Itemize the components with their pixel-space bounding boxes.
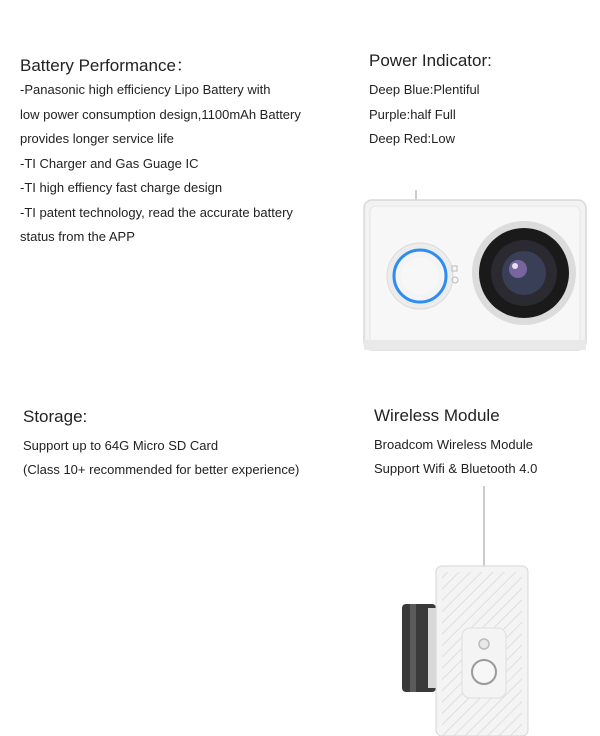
wireless-line: Broadcom Wireless Module bbox=[374, 437, 533, 452]
power-line: Deep Red:Low bbox=[369, 131, 455, 146]
wireless-title: Wireless Module bbox=[374, 406, 500, 425]
battery-line: provides longer service life bbox=[20, 131, 174, 146]
camera-lens-icon bbox=[472, 221, 576, 325]
wireless-led-icon bbox=[479, 639, 489, 649]
battery-line: -TI Charger and Gas Guage IC bbox=[20, 156, 199, 171]
wireless-line: Support Wifi & Bluetooth 4.0 bbox=[374, 461, 538, 476]
battery-line: status from the APP bbox=[20, 229, 135, 244]
camera-front-illustration bbox=[358, 190, 592, 360]
storage-line: (Class 10+ recommended for better experience) bbox=[23, 462, 300, 477]
power-title: Power Indicator: bbox=[369, 51, 492, 70]
wifi-button-icon bbox=[472, 660, 496, 684]
power-line: Deep Blue:Plentiful bbox=[369, 82, 480, 97]
storage-title: Storage: bbox=[23, 407, 88, 426]
power-line: Purple:half Full bbox=[369, 107, 456, 122]
lens-barrel-icon bbox=[402, 604, 438, 692]
camera-side-illustration bbox=[392, 480, 542, 736]
storage-line: Support up to 64G Micro SD Card bbox=[23, 438, 219, 453]
battery-line: -Panasonic high efficiency Lipo Battery with bbox=[20, 82, 271, 97]
battery-title: Battery Performance： bbox=[20, 56, 193, 75]
battery-line: -TI high effiency fast charge design bbox=[20, 180, 223, 195]
battery-line: low power consumption design,1100mAh Battery bbox=[20, 107, 301, 122]
battery-line: -TI patent technology, read the accurate battery bbox=[20, 205, 293, 220]
power-button-icon bbox=[387, 243, 453, 309]
